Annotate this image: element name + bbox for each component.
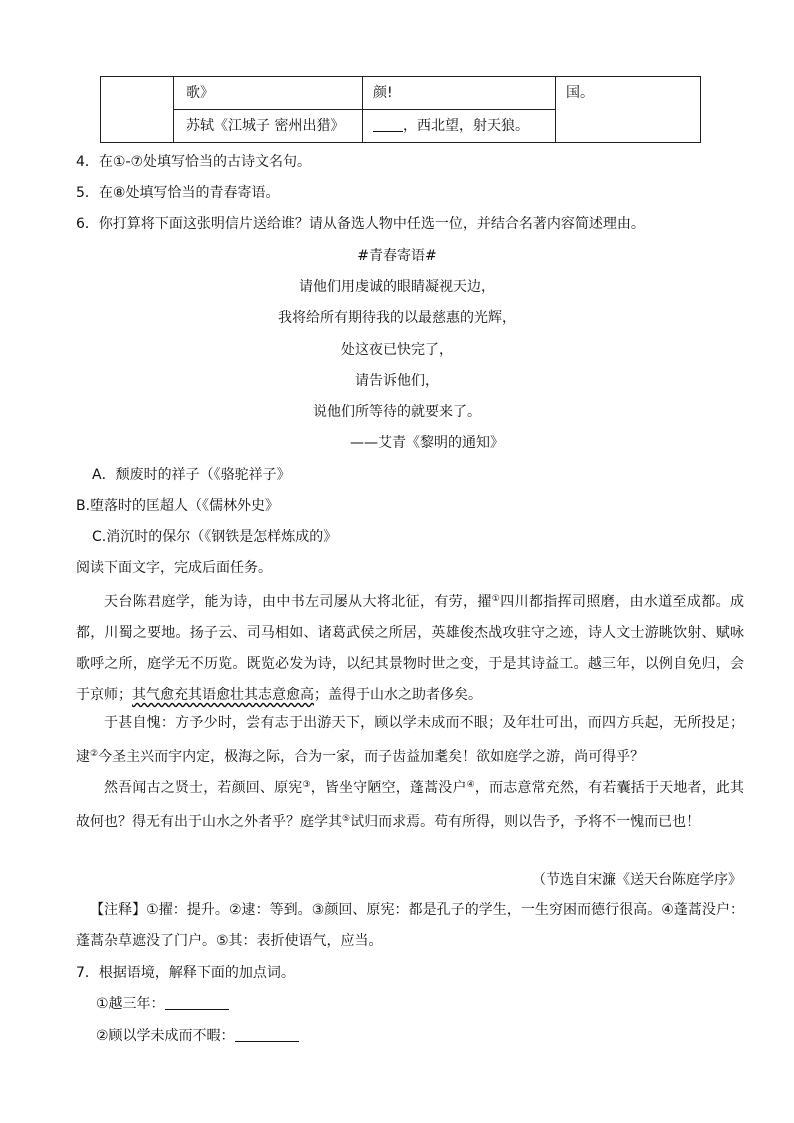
passage-paragraph-1 bbox=[76, 584, 744, 711]
passage-text: 天台陈君庭学，能为诗，由中书左司屡从大将北征，有劳，擢 bbox=[104, 594, 492, 610]
wavy-underlined-sentence: 其气愈充其语愈壮其志意愈高 bbox=[132, 687, 314, 703]
answer-blank[interactable] bbox=[373, 117, 403, 132]
table-row bbox=[101, 77, 701, 110]
poem-line: 处这夜已快完了， bbox=[341, 342, 453, 358]
reading-intro: 阅读下面文字，完成后面任务。 bbox=[76, 560, 272, 576]
table-cell: 苏轼《江城子 密州出猎》 bbox=[174, 110, 363, 143]
table-cell: 颜! bbox=[363, 77, 556, 110]
table-cell: 歌》 bbox=[174, 77, 363, 110]
passage-source: （节选自宋濂《送天台陈庭学序》 bbox=[532, 872, 742, 888]
postcard-tag: #青春寄语# bbox=[357, 248, 437, 264]
table-cell-empty bbox=[101, 77, 174, 143]
passage-paragraph-3 bbox=[76, 770, 744, 838]
question-7-item-2 bbox=[96, 1026, 299, 1046]
poem-line: 说他们所等待的就要来了。 bbox=[313, 404, 481, 420]
poem-line-tail: ，西北望，射天狼。 bbox=[403, 118, 529, 134]
passage-text: ；盖得于山水之助者侈矣。 bbox=[314, 687, 482, 703]
passage-paragraph-2 bbox=[76, 708, 744, 773]
item-label: ①越三年： bbox=[96, 996, 165, 1012]
footnote-mark: ① bbox=[491, 594, 501, 604]
footnote-mark: ③ bbox=[302, 780, 311, 790]
poem-author: ——艾青《黎明的通知》 bbox=[350, 435, 504, 451]
option-b: B.堕落时的匡超人（《儒林外史》 bbox=[76, 498, 280, 514]
passage-text: 今圣主兴而宇内定，极海之际，合为一家，而子齿益加耄矣！欲如庭学之游，尚可得乎？ bbox=[98, 749, 645, 765]
question-5: 5．在⑧处填写恰当的青春寄语。 bbox=[76, 185, 280, 201]
passage-text: 四川都指挥司照磨，由水道至成都。成都，川蜀之要地。扬子云、司马相如、诸葛武侯之所居，英雄俊杰战攻驻守之迹，诗人文士游眺饮射、赋咏歌呼之所，庭学无不历览。既览必发为诗，以纪其景物时世之变，于是其诗益工。越三年，以例自免归，会于京师； bbox=[76, 594, 745, 703]
poem-line: 我将给所有期待我的以最慈惠的光辉， bbox=[278, 310, 516, 326]
poem-table bbox=[100, 76, 701, 143]
footnote-mark: ② bbox=[90, 749, 99, 759]
item-label: ②顾以学未成而不暇： bbox=[96, 1028, 235, 1044]
option-a: A．颓废时的祥子（《骆驼祥子》 bbox=[92, 467, 291, 483]
question-6: 6．你打算将下面这张明信片送给谁？请从备选人物中任选一位，并结合名著内容简述理由。 bbox=[76, 216, 645, 232]
table-cell: 国。 bbox=[556, 77, 701, 143]
answer-blank[interactable] bbox=[165, 995, 229, 1010]
question-7: 7．根据语境，解释下面的加点词。 bbox=[76, 965, 295, 981]
table-cell-with-blank bbox=[363, 110, 556, 143]
passage-text: 试归而求焉。苟有所得，则以告予，予将不一愧而已也！ bbox=[350, 814, 701, 830]
passage-text: 于甚自愧：方予少时，尝有志于出游天下，顾以学未成而不眼；及年壮可出，而四方兵起，无所投足；逮 bbox=[76, 715, 744, 765]
question-4: 4．在①-⑦处填写恰当的古诗文名句。 bbox=[76, 154, 312, 170]
annotation-note: 【注释】①擢：提升。②逮：等到。③颜回、原宪：都是孔子的学生，一生穷困而德行很高。④蓬蒿没户：蓬蒿杂草遮没了门户。⑤其：表折使语气，应当。 bbox=[76, 902, 744, 949]
passage-text: 然吾闻古之贤士，若颜回、原宪 bbox=[104, 780, 303, 796]
footnote-mark: ④ bbox=[466, 780, 475, 790]
answer-blank[interactable] bbox=[235, 1027, 299, 1042]
option-c: C.消沉时的保尔（《钢铁是怎样炼成的》 bbox=[92, 529, 338, 545]
question-7-item-1 bbox=[96, 994, 229, 1014]
passage-text: ，皆坐守陋空，蓬蒿没户 bbox=[310, 780, 467, 796]
poem-line: 请告诉他们， bbox=[355, 373, 439, 389]
passage-text: ，而志意常充然，有若囊括于天地者，此其故何也？得无有出于山水之外者乎？庭学其 bbox=[76, 780, 745, 830]
footnote-mark: ⑤ bbox=[342, 814, 351, 824]
poem-line: 请他们用虔诚的眼睛凝视天边， bbox=[299, 279, 495, 295]
